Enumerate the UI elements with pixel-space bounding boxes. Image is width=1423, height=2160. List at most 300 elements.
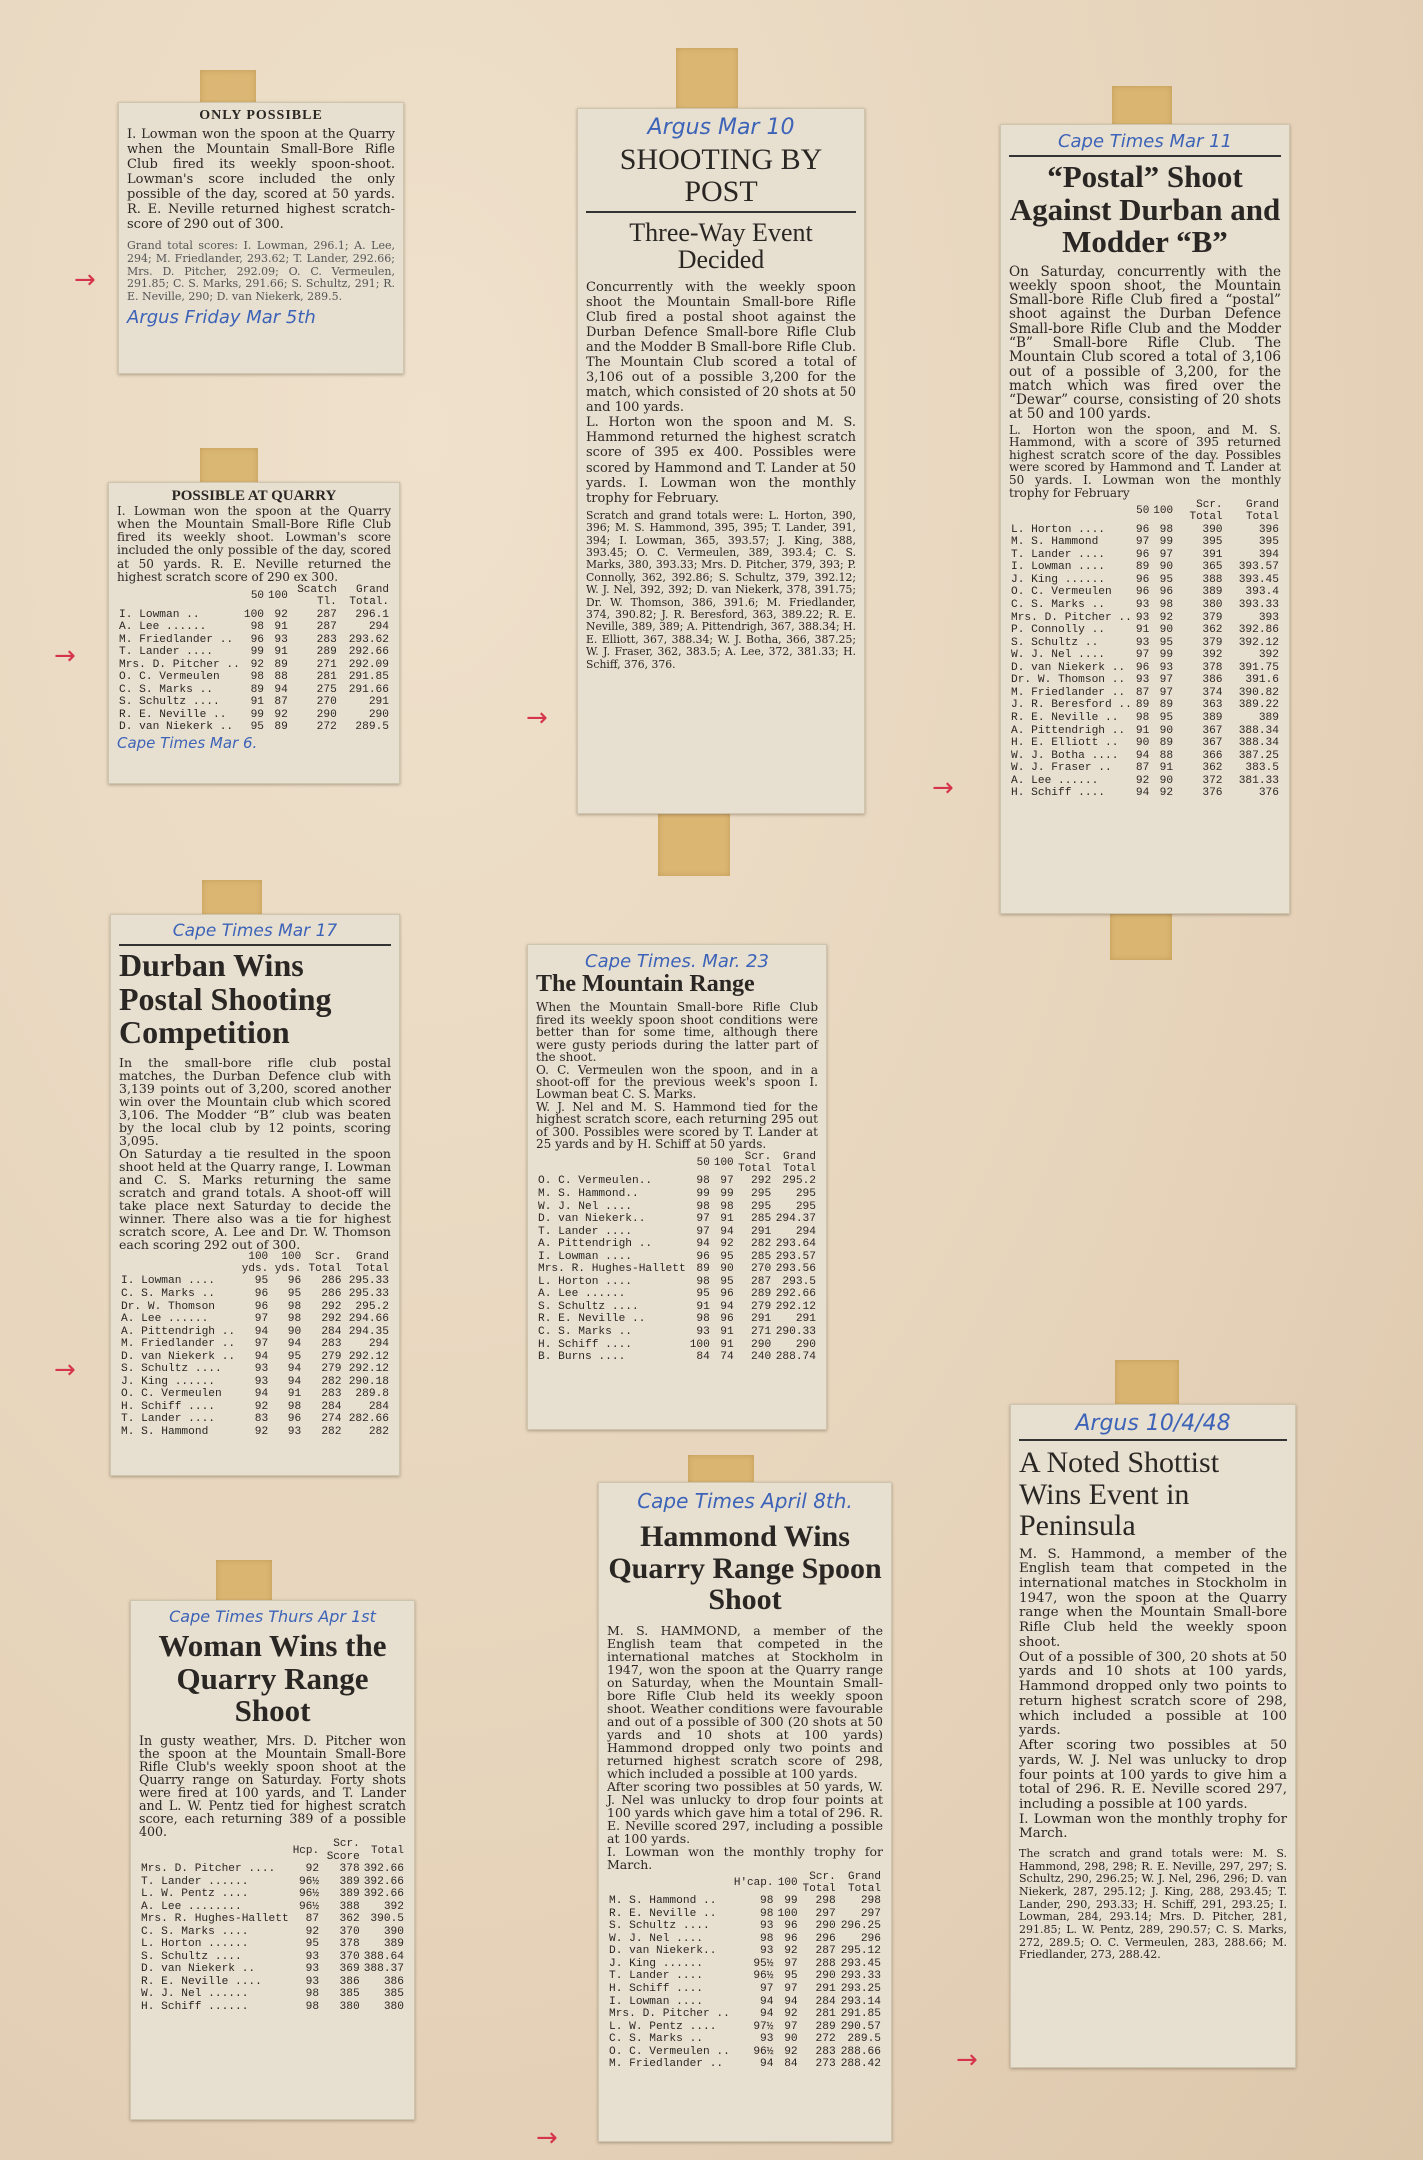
shooter-name: S. Schultz .... — [609, 1920, 710, 1933]
score-cell: 294.35 — [348, 1325, 389, 1338]
table-row — [1009, 750, 1281, 763]
shooter-name: T. Lander .... — [538, 1225, 632, 1238]
shooter-name: A. Pittendrigh .. — [1011, 724, 1126, 737]
column-header: 100 — [1153, 505, 1174, 518]
shooter-name: T. Lander .... — [119, 646, 213, 659]
score-cell: 97 — [1159, 674, 1174, 687]
shooter-name: A. Lee ...... — [1011, 774, 1099, 787]
score-cell: 367 — [1202, 737, 1223, 750]
score-cell: 393 — [1258, 611, 1279, 624]
shooter-name: M. S. Hammond — [1011, 536, 1099, 549]
table-row — [139, 1901, 406, 1914]
score-cell: 94 — [720, 1225, 734, 1238]
score-cell: 378 — [1202, 661, 1223, 674]
score-cell: 388.34 — [1238, 737, 1279, 750]
shooter-name: Mrs. R. Hughes-Hallett — [538, 1263, 686, 1276]
score-cell: 95 — [1159, 573, 1174, 586]
handwritten-note: Cape Times Mar 6. — [117, 733, 258, 752]
score-cell: 74 — [720, 1351, 734, 1364]
table-row — [1009, 662, 1281, 675]
score-cell: 293.5 — [782, 1275, 816, 1288]
score-cell: 385 — [383, 1988, 404, 2001]
shooter-name: O. C. Vermeulen — [121, 1388, 222, 1401]
score-cell: 94 — [287, 1363, 302, 1376]
table-row — [536, 1238, 818, 1251]
score-cell: 271 — [316, 658, 337, 671]
table-row — [139, 1988, 406, 2001]
score-cell: 90 — [1135, 737, 1150, 750]
table-row — [1009, 699, 1281, 712]
score-cell: 290.57 — [840, 2020, 881, 2033]
shooter-name: T. Lander ...... — [141, 1875, 249, 1888]
shooter-name: O. C. Vermeulen .. — [609, 2045, 730, 2058]
score-cell: 98 — [305, 2001, 320, 2014]
score-cell: 378 — [339, 1863, 360, 1876]
score-cell: 388.37 — [363, 1963, 404, 1976]
score-cell: 288.42 — [840, 2058, 881, 2071]
table-row — [119, 1288, 391, 1301]
shooter-name: T. Lander .... — [121, 1413, 215, 1426]
shooter-name: J. King ...... — [609, 1957, 703, 1970]
score-cell: 292.12 — [348, 1350, 389, 1363]
score-cell: 92 — [1159, 611, 1174, 624]
score-cell: 93 — [287, 1425, 302, 1438]
score-cell: 89 — [696, 1263, 710, 1276]
score-cell: 295 — [751, 1200, 772, 1213]
score-cell: 288.74 — [775, 1351, 816, 1364]
shooter-name: D. van Niekerk .. — [121, 1350, 236, 1363]
score-cell: 388.34 — [1238, 724, 1279, 737]
table-row — [139, 2001, 406, 2014]
score-cell: 94 — [760, 2008, 774, 2021]
table-row — [119, 1338, 391, 1351]
score-cell: 92 — [784, 1945, 798, 1958]
score-cell: 290 — [815, 1970, 836, 1983]
score-cell: 392.12 — [1238, 636, 1279, 649]
shooter-name: M. Friedlander .. — [1011, 686, 1126, 699]
shooter-name: B. Burns .... — [538, 1351, 626, 1364]
score-cell: 95 — [1159, 711, 1174, 724]
table-row — [119, 1363, 391, 1376]
score-cell: 392 — [383, 1900, 404, 1913]
score-cell: 93 — [1135, 674, 1150, 687]
score-cell: 94 — [784, 1995, 798, 2008]
score-cell: 367 — [1202, 724, 1223, 737]
clipping-title: SHOOTING BY POST — [619, 143, 823, 208]
score-cell: 281 — [815, 2008, 836, 2021]
shooter-name: A. Pittendrigh .. — [538, 1238, 653, 1251]
score-cell: 99 — [720, 1187, 734, 1200]
score-cell: 295 — [751, 1187, 772, 1200]
score-cell: 94 — [287, 1338, 302, 1351]
table-row — [607, 1933, 883, 1946]
score-cell: 93 — [760, 1945, 774, 1958]
score-cell: 88 — [274, 671, 288, 684]
score-cell: 284 — [321, 1325, 342, 1338]
score-cell: 386 — [383, 1975, 404, 1988]
table-row — [536, 1263, 818, 1276]
shooter-name: M. S. Hammond.. — [538, 1187, 639, 1200]
score-cell: 93 — [254, 1375, 269, 1388]
score-cell: 273 — [815, 2058, 836, 2071]
score-cell: 292.12 — [775, 1300, 816, 1313]
shooter-name: D. van Niekerk .. — [119, 721, 234, 734]
score-cell: 100 — [243, 608, 265, 621]
score-cell: 290 — [368, 708, 389, 721]
table-row — [117, 709, 391, 722]
score-cell: 92 — [305, 1863, 320, 1876]
table-row — [536, 1175, 818, 1188]
score-cell: 92 — [250, 658, 265, 671]
shooter-name: Mrs. R. Hughes-Hallett — [141, 1913, 289, 1926]
score-cell: 96 — [254, 1287, 269, 1300]
score-cell: 295.2 — [782, 1175, 816, 1188]
score-cell: 89 — [1159, 699, 1174, 712]
score-cell: 95 — [250, 721, 265, 734]
handwritten-note: Cape Times. Mar. 23 — [585, 951, 769, 972]
score-cell: 98 — [720, 1200, 734, 1213]
score-cell: 294 — [795, 1225, 816, 1238]
table-row — [607, 1970, 883, 1983]
score-cell: 96 — [784, 1920, 798, 1933]
score-cell: 291 — [368, 696, 389, 709]
score-cell: 380 — [1202, 599, 1223, 612]
clipping-shooting-by-post — [577, 108, 865, 814]
score-cell: 391 — [1202, 548, 1223, 561]
score-cell: 92 — [305, 1925, 320, 1938]
shooter-name: C. S. Marks .... — [141, 1925, 249, 1938]
table-row — [607, 2008, 883, 2021]
score-cell: 388 — [1202, 573, 1223, 586]
score-cell: 295 — [795, 1187, 816, 1200]
shooter-name: D. van Niekerk.. — [538, 1213, 646, 1226]
score-table — [1009, 499, 1281, 800]
shooter-name: O. C. Vermeulen — [119, 671, 220, 684]
table-header — [139, 1838, 406, 1863]
shooter-name: W. J. Botha .... — [1011, 749, 1119, 762]
score-cell: 90 — [720, 1263, 734, 1276]
score-table — [536, 1151, 818, 1364]
score-cell: 96 — [696, 1250, 710, 1263]
score-cell: 374 — [1202, 686, 1223, 699]
score-cell: 89 — [274, 721, 288, 734]
shooter-name: R. E. Neville .. — [609, 1907, 717, 1920]
score-cell: 92 — [1159, 787, 1174, 800]
score-cell: 283 — [316, 633, 337, 646]
score-cell: 386 — [1202, 674, 1223, 687]
score-cell: 98 — [760, 1932, 774, 1945]
score-cell: 92 — [274, 608, 288, 621]
clipping-body: M. S. Hammond, a member of the English team that competed in the international matches in Stockholm in 1947, won the spoon at the Quarry range when the Mountain Small-bore Rifle Club held the weekly spoon shoot. Out of a possible of 300, 20 shots at 50 yards and 10 shots at 100 yards, Hammond dropped only two points to return highest scratch score of 298, which included a possible at 100 yards. After scoring two possibles at 50 yards, W. J. Nel was unlucky to drop four points at 100 yards to give him a total of 296. R. E. Neville scored 297, including a possible at 100 yards. I. Lowman won the monthly trophy for March. — [1019, 1546, 1287, 1842]
score-cell: 363 — [1202, 699, 1223, 712]
score-cell: 98 — [696, 1275, 710, 1288]
score-cell: 296 — [815, 1932, 836, 1945]
table-row — [607, 1920, 883, 1933]
score-table — [117, 584, 391, 734]
score-cell: 96 — [254, 1300, 269, 1313]
table-row — [117, 646, 391, 659]
score-cell: 95 — [784, 1970, 798, 1983]
score-cell: 383.5 — [1245, 762, 1279, 775]
score-cell: 98 — [287, 1300, 302, 1313]
shooter-name: C. S. Marks .. — [609, 2033, 703, 2046]
score-cell: 390 — [383, 1925, 404, 1938]
table-row — [607, 1996, 883, 2009]
clipping-title: ONLY POSSIBLE — [199, 108, 323, 123]
shooter-name: W. J. Nel ...... — [141, 1988, 249, 2001]
score-cell: 89 — [1159, 737, 1174, 750]
shooter-name: Dr. W. Thomson .. — [1011, 674, 1126, 687]
score-cell: 96½ — [753, 2045, 774, 2058]
table-row — [119, 1351, 391, 1364]
shooter-name: H. Schiff .... — [538, 1338, 632, 1351]
score-cell: 270 — [751, 1263, 772, 1276]
table-row — [119, 1401, 391, 1414]
shooter-name: A. Lee ...... — [119, 621, 207, 634]
score-cell: 295.33 — [348, 1275, 389, 1288]
clipping-mountain-range — [527, 944, 827, 1430]
score-cell: 96 — [784, 1932, 798, 1945]
score-cell: 98 — [760, 1895, 774, 1908]
score-cell: 96 — [720, 1288, 734, 1301]
shooter-name: Dr. W. Thomson — [121, 1300, 215, 1313]
score-cell: 285 — [751, 1213, 772, 1226]
clipping-noted-shottist — [1010, 1404, 1296, 2068]
score-cell: 96½ — [753, 1970, 774, 1983]
clipping-totals: Grand total scores: I. Lowman, 296.1; A. Lee, 294; M. Friedlander, 293.62; T. Lander, 292.66; Mrs. D. Pitcher, 292.09; O. C. Vermeulen, 291.85; C. S. Marks, 291.66; S. Schultz, 291; R. E. Neville, 290; D. van Niekerk, 289.5. — [127, 239, 395, 303]
shooter-name: Mrs. D. Pitcher .. — [609, 2008, 730, 2021]
score-cell: 291.85 — [840, 2008, 881, 2021]
score-cell: 297 — [815, 1907, 836, 1920]
score-cell: 270 — [316, 696, 337, 709]
score-cell: 293.14 — [840, 1995, 881, 2008]
handwritten-note: Argus Mar 10 — [647, 115, 795, 140]
clipping-totals: Scratch and grand totals were: L. Horton, 390, 396; M. S. Hammond, 395, 395; T. Lander, 391, 394; I. Lowman, 365, 393.57; J. King, 388, 393.45; O. C. Vermeulen, 389, 393.4; C. S. Marks, 380, 393.33; Mrs. D. Pitcher, 379, 393; P. Connolly, 362, 392.86; S. Schultz, 379, 392.12; W. J. Nel, 392, 392; D. van Niekerk, 378, 391.75; Dr. W. Thomson, 386, 391.6; M. Friedlander, 374, 390.82; J. R. Beresford, 363, 389.22; R. E. Neville, 389, 389; A. Pittendrigh, 367, 388.34; H. E. Elliott, 367, 388.34; W. J. Botha, 366, 387.25; W. J. Fraser, 362, 383.5; A. Lee, 372, 381.33; H. Schiff, 376, 376. — [586, 508, 856, 671]
score-cell: 93 — [305, 1975, 320, 1988]
column-header: Grand Total — [1245, 499, 1279, 524]
clipping-title: “Postal” Shoot Against Durban and Modder “B” — [1009, 159, 1281, 260]
score-cell: 376 — [1202, 787, 1223, 800]
clipping-body: I. Lowman won the spoon at the Quarry when the Mountain Small-Bore Rifle Club fired its weekly spoon-shoot. Lowman's score included the only possible of the day, scored at 50 yards. R. E. Neville returned highest scratch-score of 290 out of 300. — [127, 126, 395, 233]
table-row — [1009, 612, 1281, 625]
score-cell: 293.45 — [840, 1957, 881, 1970]
score-cell: 97 — [696, 1225, 710, 1238]
shooter-name: P. Connolly .. — [1011, 624, 1105, 637]
score-cell: 297 — [860, 1907, 881, 1920]
score-cell: 94 — [760, 2058, 774, 2071]
score-cell: 284 — [815, 1995, 836, 2008]
shooter-name: W. J. Nel .... — [609, 1932, 703, 1945]
column-header — [139, 1838, 291, 1863]
column-header: 100 — [713, 1156, 734, 1169]
score-cell: 98 — [1159, 523, 1174, 536]
table-row — [1009, 561, 1281, 574]
score-cell: 295.33 — [348, 1287, 389, 1300]
score-cell: 289.5 — [355, 721, 389, 734]
score-cell: 91 — [720, 1338, 734, 1351]
score-cell: 89 — [274, 658, 288, 671]
table-row — [119, 1426, 391, 1439]
score-cell: 294 — [368, 621, 389, 634]
score-cell: 293.57 — [775, 1250, 816, 1263]
score-cell: 100 — [689, 1338, 710, 1351]
clipping-title: Hammond Wins Quarry Range Spoon Shoot — [608, 1520, 882, 1616]
table-row — [1009, 599, 1281, 612]
score-cell: 94 — [287, 1375, 302, 1388]
table-header — [536, 1151, 818, 1176]
score-cell: 90 — [784, 2033, 798, 2046]
shooter-name: O. C. Vermeulen.. — [538, 1175, 653, 1188]
score-cell: 99 — [784, 1895, 798, 1908]
table-row — [607, 1908, 883, 1921]
table-row — [1009, 536, 1281, 549]
score-cell: 283 — [321, 1388, 342, 1401]
column-header: 50 — [1136, 505, 1150, 518]
score-cell: 87 — [274, 696, 288, 709]
shooter-name: J. King ...... — [1011, 573, 1105, 586]
score-cell: 287 — [751, 1275, 772, 1288]
score-cell: 291 — [795, 1313, 816, 1326]
score-cell: 288 — [815, 1957, 836, 1970]
score-cell: 96 — [1135, 548, 1150, 561]
table-row — [1009, 687, 1281, 700]
column-header — [607, 1871, 732, 1896]
score-cell: 298 — [860, 1895, 881, 1908]
score-cell: 84 — [784, 2058, 798, 2071]
table-row — [536, 1339, 818, 1352]
column-header: Hcp. — [292, 1844, 320, 1857]
score-cell: 99 — [696, 1187, 710, 1200]
shooter-name: R. E. Neville .. — [538, 1313, 646, 1326]
shooter-name: W. J. Fraser .. — [1011, 762, 1112, 775]
clipping-body: M. S. HAMMOND, a member of the English team that competed in the international matches at Stockholm in 1947, won the spoon at the Quarry range on Saturday, when the Mountain Small-bore Rifle Club held its weekly spoon shoot. Weather conditions were favourable and out of a possible of 300 (20 shots at 50 yards and 10 shots at 100 yards) Hammond dropped only two points and returned highest scratch score of 298, which included a possible at 100 yards. After scoring two possibles at 50 yards, W. J. Nel was unlucky to drop four points at 100 yards which gave him a total of 296. R. E. Neville scored 297, including a possible at 100 yards. I. Lowman won the monthly trophy for March. — [607, 1622, 883, 1872]
score-cell: 97 — [1135, 536, 1150, 549]
clipping-body: Concurrently with the weekly spoon shoot the Mountain Small-bore Rifle Club fired a postal shoot against the Durban Defence Small-bore Rifle Club and the Modder B Small-bore Rifle Club. The Mountain Club scored a total of 3,106 out of a possible 3,200 for the match, which consisted of 20 shots at 50 and 100 yards. L. Horton won the spoon and M. S. Hammond returned the highest scratch score of 395 ex 400. Possibles were scored by Hammond and T. Lander at 50 yards. I. Lowman won the monthly trophy for February. — [586, 279, 856, 506]
score-cell: 295 — [795, 1200, 816, 1213]
table-row — [117, 721, 391, 734]
score-cell: 96 — [1135, 661, 1150, 674]
score-cell: 96½ — [298, 1888, 320, 1901]
shooter-name: H. Schiff .... — [121, 1400, 215, 1413]
score-cell: 83 — [254, 1413, 269, 1426]
table-row — [536, 1326, 818, 1339]
score-cell: 99 — [250, 646, 265, 659]
shooter-name: I. Lowman .... — [121, 1275, 215, 1288]
shooter-name: H. Schiff ...... — [141, 2001, 249, 2014]
shooter-name: D. van Niekerk .. — [141, 1963, 256, 1976]
table-header — [1009, 499, 1281, 524]
score-cell: 294 — [368, 1338, 389, 1351]
shooter-name: L. Horton ...... — [141, 1938, 249, 1951]
score-cell: 94 — [254, 1325, 269, 1338]
table-row — [117, 696, 391, 709]
score-cell: 284 — [321, 1400, 342, 1413]
score-cell: 293.33 — [840, 1970, 881, 1983]
score-cell: 92 — [1135, 774, 1150, 787]
score-cell: 95 — [287, 1350, 302, 1363]
score-cell: 96 — [1159, 586, 1174, 599]
score-cell: 289 — [751, 1288, 772, 1301]
score-cell: 393.57 — [1238, 561, 1279, 574]
clipping-possible-at-quarry — [108, 482, 400, 784]
score-cell: 372 — [1202, 774, 1223, 787]
shooter-name: Mrs. D. Pitcher .. — [119, 658, 240, 671]
table-row — [119, 1376, 391, 1389]
table-row — [139, 1913, 406, 1926]
arrow-marker: → — [956, 2045, 978, 2075]
score-cell: 96 — [1135, 523, 1150, 536]
table-row — [607, 2046, 883, 2059]
score-cell: 97 — [254, 1338, 269, 1351]
score-cell: 97 — [1159, 548, 1174, 561]
score-cell: 98 — [305, 1988, 320, 2001]
score-cell: 84 — [696, 1351, 710, 1364]
score-cell: 93 — [1159, 661, 1174, 674]
score-cell: 240 — [751, 1351, 772, 1364]
score-cell: 282.66 — [348, 1413, 389, 1426]
score-cell: 91 — [1135, 624, 1150, 637]
score-cell: 93 — [305, 1950, 320, 1963]
score-cell: 392.66 — [363, 1863, 404, 1876]
score-cell: 389 — [383, 1938, 404, 1951]
table-row — [119, 1301, 391, 1314]
clipping-title: The Mountain Range — [536, 971, 755, 997]
score-cell: 378 — [339, 1938, 360, 1951]
clipping-hammond-wins — [598, 1482, 892, 2142]
score-cell: 92 — [720, 1238, 734, 1251]
score-cell: 362 — [1202, 762, 1223, 775]
score-cell: 87 — [1135, 686, 1150, 699]
table-row — [139, 1926, 406, 1939]
score-cell: 287 — [316, 621, 337, 634]
shooter-name: H. Schiff .... — [1011, 787, 1105, 800]
score-cell: 282 — [368, 1425, 389, 1438]
score-cell: 91 — [274, 621, 288, 634]
table-row — [536, 1301, 818, 1314]
score-cell: 396 — [1258, 523, 1279, 536]
score-cell: 97 — [784, 2020, 798, 2033]
shooter-name: S. Schultz .. — [1011, 636, 1099, 649]
shooter-name: M. Friedlander .. — [121, 1338, 236, 1351]
score-cell: 296.1 — [355, 608, 389, 621]
arrow-marker: → — [54, 641, 76, 671]
score-cell: 94 — [1135, 749, 1150, 762]
score-cell: 272 — [815, 2033, 836, 2046]
score-cell: 91 — [250, 696, 265, 709]
score-cell: 294.66 — [348, 1313, 389, 1326]
score-cell: 87 — [305, 1913, 320, 1926]
clipping-title: A Noted Shottist Wins Event in Peninsula — [1019, 1446, 1220, 1542]
shooter-name: L. W. Pentz .... — [609, 2020, 717, 2033]
score-cell: 290.18 — [348, 1375, 389, 1388]
score-cell: 96 — [250, 633, 265, 646]
column-header — [1009, 499, 1134, 524]
score-cell: 98 — [1159, 599, 1174, 612]
score-cell: 93 — [305, 1963, 320, 1976]
table-row — [119, 1275, 391, 1288]
shooter-name: R. E. Neville .... — [141, 1975, 262, 1988]
score-cell: 92 — [254, 1400, 269, 1413]
score-cell: 390 — [1202, 523, 1223, 536]
table-row — [607, 1895, 883, 1908]
score-cell: 95 — [720, 1275, 734, 1288]
shooter-name: O. C. Vermeulen — [1011, 586, 1112, 599]
score-cell: 283 — [815, 2045, 836, 2058]
score-cell: 292 — [321, 1313, 342, 1326]
score-cell: 393.45 — [1238, 573, 1279, 586]
score-cell: 365 — [1202, 561, 1223, 574]
score-cell: 385 — [339, 1988, 360, 2001]
